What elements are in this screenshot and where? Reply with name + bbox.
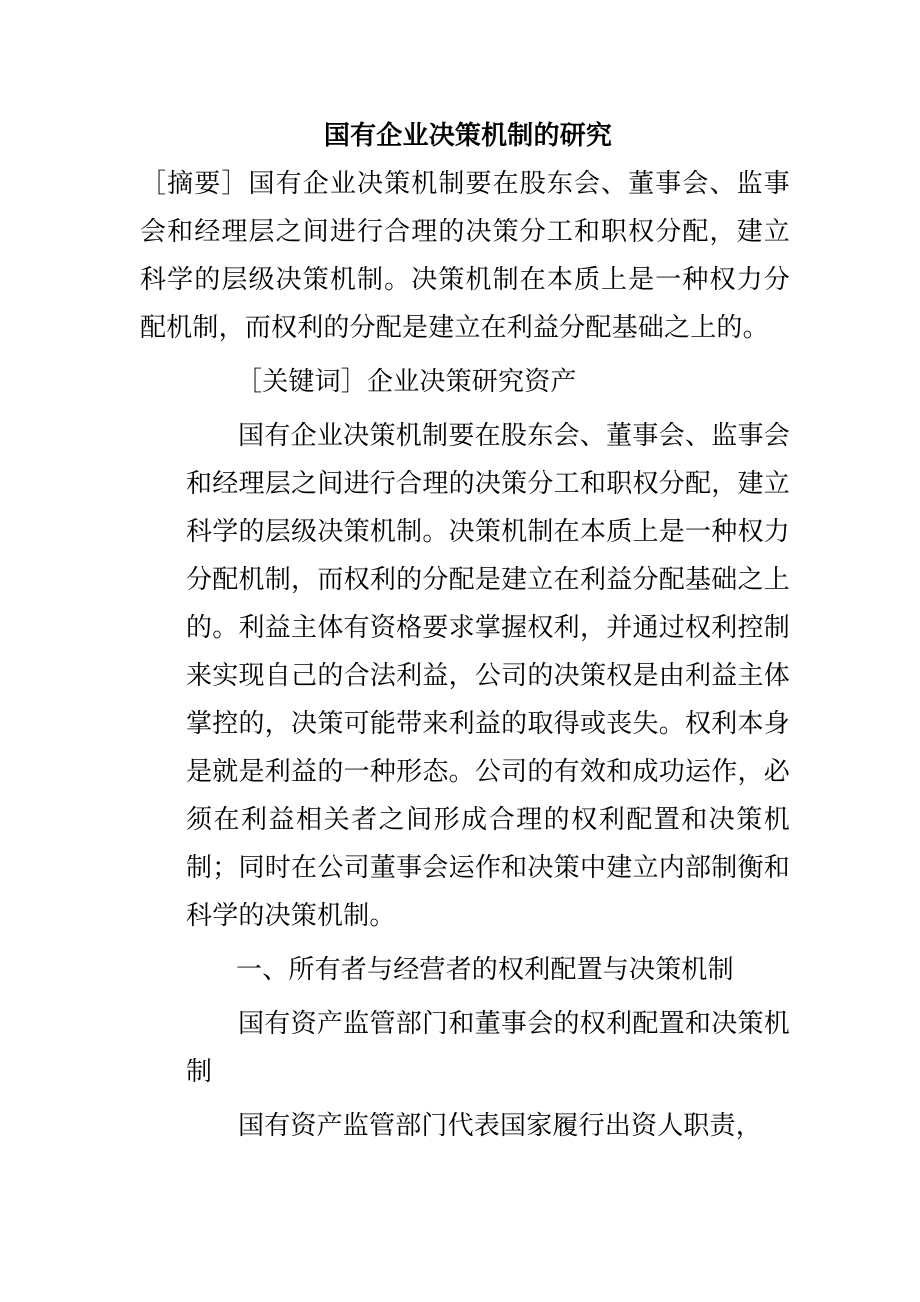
document-body — [140, 112, 790, 1150]
keywords-line: ［关键词］企业决策研究资产 — [236, 367, 577, 397]
abstract-paragraph: ［摘要］国有企业决策机制要在股东会、董事会、监事会和经理层之间进行合理的决策分工和职权分配，建立科学的层级决策机制。决策机制在本质上是一种权力分配机制，而权利的分配是建立在利益分配基础之上的。 — [140, 169, 790, 343]
body-paragraph-1: 国有企业决策机制要在股东会、董事会、监事会和经理层之间进行合理的决策分工和职权分配，建立科学的层级决策机制。决策机制在本质上是一种权力分配机制，而权利的分配是建立在利益分配基础之上的。利益主体有资格要求掌握权利，并通过权利控制来实现自己的合法利益，公司的决策权是由利益主体掌控的，决策可能带来利益的取得或丧失。权利本身是就是利益的一种形态。公司的有效和成功运作，必须在利益相关者之间形成合理的权利配置和决策机制；同时在公司董事会运作和决策中建立内部制衡和科学的决策机制。 — [186, 421, 790, 931]
subsection-heading: 国有资产监管部门和董事会的权利配置和决策机制 — [186, 1009, 790, 1087]
document-title: 国有企业决策机制的研究 — [323, 121, 613, 151]
section-heading: 一、所有者与经营者的权利配置与决策机制 — [236, 955, 734, 985]
body-paragraph-2: 国有资产监管部门代表国家履行出资人职责， — [238, 1111, 763, 1141]
